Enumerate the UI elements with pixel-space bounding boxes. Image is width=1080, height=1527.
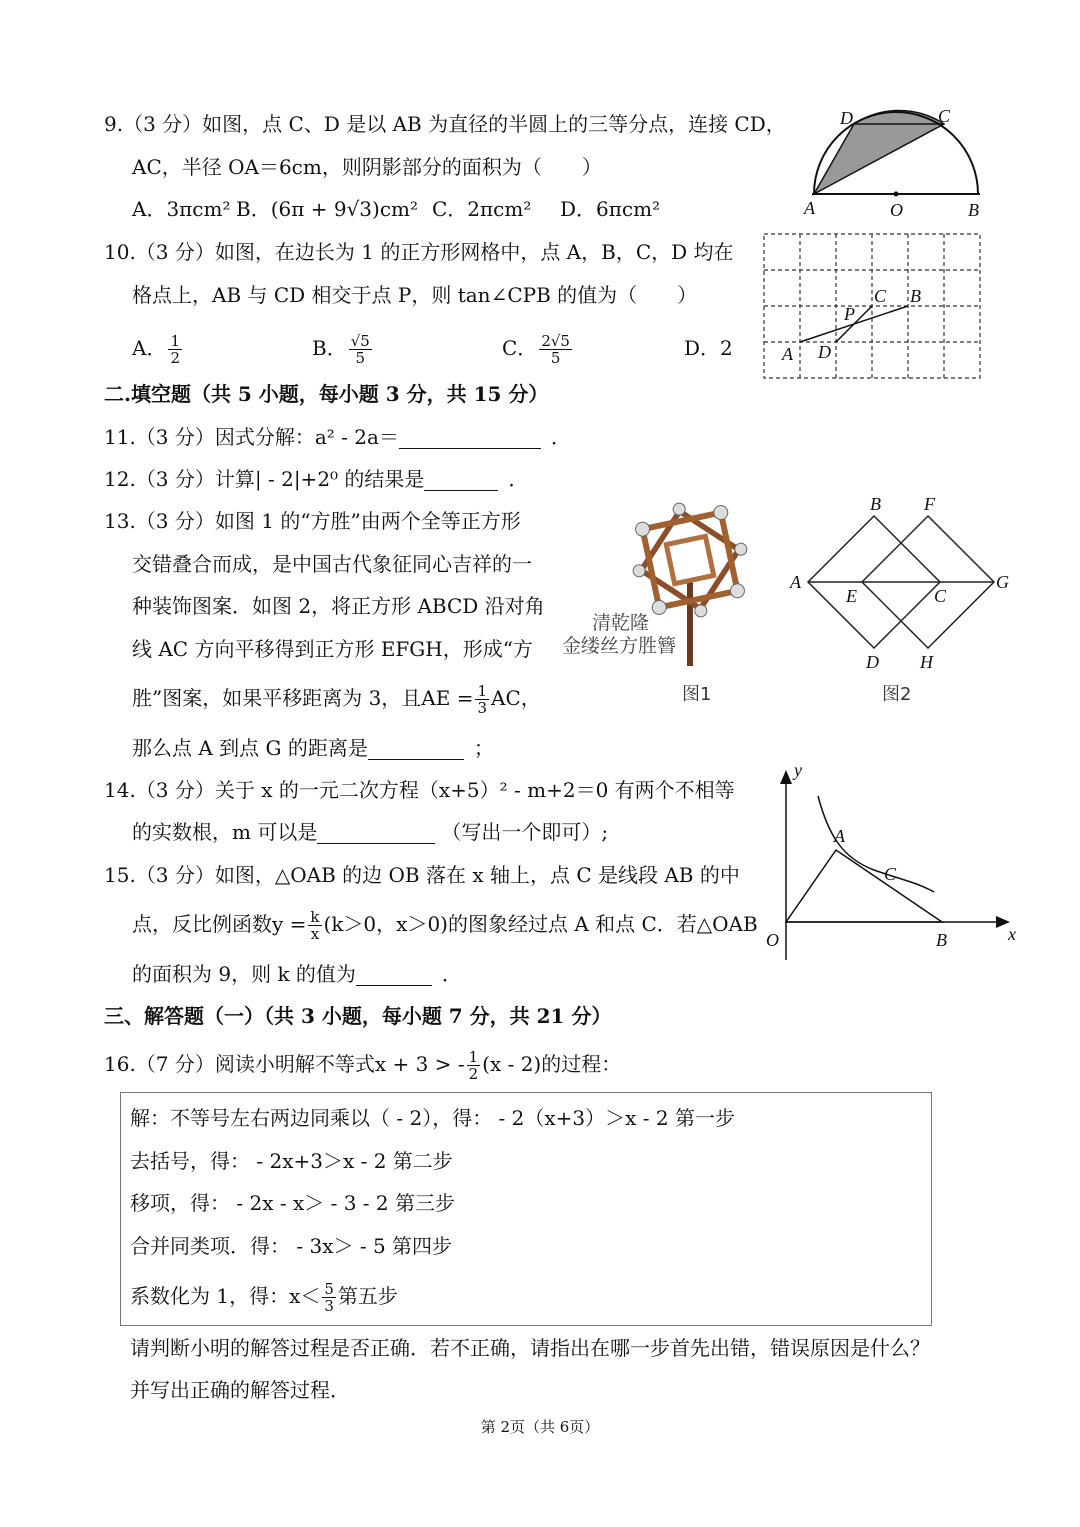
q9-option-d: D．6πcm² bbox=[560, 197, 661, 221]
q10-options bbox=[132, 330, 184, 366]
q9-option-a: A．3πcm² bbox=[132, 197, 231, 221]
q10-grid-figure bbox=[760, 230, 986, 380]
q13-label-g: G bbox=[996, 572, 1009, 592]
q13-photo-caption: 清乾隆 bbox=[592, 612, 650, 634]
q14-answer-blank[interactable] bbox=[317, 823, 435, 844]
q12-answer-blank[interactable] bbox=[424, 470, 498, 491]
q9-line1: 9.（3 分）如图，点 C、D 是以 AB 为直径的半圆上的三等分点，连接 CD， bbox=[104, 112, 786, 136]
q10-option-a-fraction: $\frac{1}{2}$ bbox=[170, 332, 180, 367]
q9-label-c: C bbox=[938, 106, 951, 126]
q9-center-point bbox=[894, 192, 899, 197]
section-3-heading: 三、解答题（一）（共 3 小题，每小题 7 分，共 21 分） bbox=[104, 1004, 612, 1028]
q15-answer-blank[interactable] bbox=[356, 965, 432, 986]
q10-label-d: D bbox=[818, 342, 831, 362]
q16-question1: 请判断小明的解答过程是否正确．若不正确，请指出在哪一步首先出错，错误原因是什么？ bbox=[130, 1336, 930, 1360]
q10-label-p: P bbox=[844, 304, 855, 324]
q11: 11.（3 分）因式分解：a² - 2a＝ ． bbox=[104, 425, 571, 449]
q13-label-f: F bbox=[924, 494, 935, 514]
page-footer: 第 2页（共 6页） bbox=[480, 1418, 600, 1436]
q15-coordinate-figure bbox=[756, 760, 1032, 968]
q15-line1: 15.（3 分）如图，△OAB 的边 OB 落在 x 轴上，点 C 是线段 AB 的中 bbox=[104, 863, 740, 887]
q16-question2: 并写出正确的解答过程． bbox=[130, 1378, 350, 1402]
q15-label-o: O bbox=[766, 930, 779, 950]
q15-line3: 的面积为 9，则 k 的值为 ． bbox=[132, 962, 462, 986]
q9-semicircle-figure bbox=[798, 106, 994, 222]
q16-step4: 合并同类项．得： - 3x＞ - 5 第四步 bbox=[130, 1234, 453, 1258]
q13-fig1-label: 图1 bbox=[682, 684, 712, 705]
q16-step3: 移项，得： - 2x - x＞ - 3 - 2 第三步 bbox=[130, 1191, 455, 1215]
q13-line4: 线 AC 方向平移得到正方形 EFGH，形成“方 bbox=[132, 637, 533, 661]
q9-option-b: B．(6π + 9√3)cm² bbox=[236, 197, 419, 221]
q10-option-c: C． $\frac{2√5}{5}$ bbox=[502, 332, 570, 367]
q10-label-b: B bbox=[910, 286, 921, 306]
q15-label-c: C bbox=[884, 864, 897, 884]
q10-line2: 格点上，AB 与 CD 相交于点 P，则 tan∠CPB 的值为（ ） bbox=[132, 283, 698, 307]
q13-fig2-label: 图2 bbox=[882, 684, 912, 705]
q9-label-a: A bbox=[804, 198, 815, 218]
q13-label-a: A bbox=[790, 572, 801, 592]
q13-label-c: C bbox=[934, 586, 947, 606]
q14-line2: 的实数根，m 可以是 （写出一个即可）; bbox=[132, 820, 609, 844]
q9-line2: AC，半径 OA＝6cm，则阴影部分的面积为（ ） bbox=[132, 155, 602, 179]
q9-shaded-region bbox=[814, 111, 944, 194]
q11-answer-blank[interactable] bbox=[399, 428, 541, 449]
q13-line2: 交错叠合而成，是中国古代象征同心吉祥的一 bbox=[132, 552, 532, 576]
q15-line2: 点，反比例函数y = $\frac{k}{x}$ (k＞0，x＞0)的图象经过点 A 和点 C．若△OAB bbox=[132, 908, 758, 943]
q10-option-a-label: A． bbox=[132, 336, 167, 360]
q13-photo-caption2: 金缕丝方胜簪 bbox=[562, 635, 677, 657]
q15-label-y: y bbox=[794, 760, 802, 780]
q13-line3: 种装饰图案．如图 2，将正方形 ABCD 沿对角 bbox=[132, 594, 545, 618]
q16-step5: 系数化为 1，得：x＜ $\frac{5}{3}$ 第五步 bbox=[130, 1280, 398, 1315]
q13-fig2-squares bbox=[784, 490, 1024, 708]
q13-label-d: D bbox=[866, 652, 879, 672]
q14-line1: 14.（3 分）关于 x 的一元二次方程（x+5）² - m+2＝0 有两个不相等 bbox=[104, 778, 735, 802]
q10-option-d: D．2 bbox=[684, 336, 733, 360]
q15-label-b: B bbox=[936, 930, 947, 950]
q10-label-c: C bbox=[874, 286, 887, 306]
q16-step1: 解：不等号左右两边同乘以（ - 2），得： - 2（x+3）＞x - 2 第一步 bbox=[130, 1106, 735, 1130]
section-2-heading: 二.填空题（共 5 小题，每小题 3 分，共 15 分） bbox=[104, 382, 549, 406]
q16-line1: 16.（7 分）阅读小明解不等式x + 3 > - $\frac{1}{2}$ (x - 2)的过程： bbox=[104, 1048, 622, 1083]
q9-label-b: B bbox=[968, 200, 979, 220]
q15-triangle-oab bbox=[786, 850, 942, 922]
q10-option-b: B． $\frac{√5}{5}$ bbox=[312, 332, 370, 367]
q13-answer-blank[interactable] bbox=[368, 739, 464, 760]
q15-label-a: A bbox=[834, 826, 845, 846]
q15-y-arrow bbox=[780, 770, 792, 784]
q13-label-b: B bbox=[870, 494, 881, 514]
q13-line5: 胜”图案，如果平移距离为 3，且AE = $\frac{1}{3}$ AC， bbox=[132, 682, 541, 717]
q13-line6: 那么点 A 到点 G 的距离是 ； bbox=[132, 736, 494, 760]
q10-line1: 10.（3 分）如图，在边长为 1 的正方形网格中，点 A，B，C，D 均在 bbox=[104, 240, 734, 264]
q13-label-e: E bbox=[846, 586, 857, 606]
q13-line1: 13.（3 分）如图 1 的“方胜”由两个全等正方形 bbox=[104, 509, 521, 533]
q12: 12.（3 分）计算| - 2|+2⁰ 的结果是 ． bbox=[104, 467, 529, 491]
q9-label-o: O bbox=[890, 200, 903, 220]
q13-label-h: H bbox=[920, 652, 933, 672]
q9-option-c: C．2πcm² bbox=[432, 197, 532, 221]
q9-label-d: D bbox=[840, 108, 853, 128]
q13-hairpin-photo bbox=[562, 494, 794, 706]
q16-step2: 去括号，得： - 2x+3＞x - 2 第二步 bbox=[130, 1149, 453, 1173]
q15-label-x: x bbox=[1008, 924, 1016, 944]
q10-label-a: A bbox=[782, 344, 793, 364]
